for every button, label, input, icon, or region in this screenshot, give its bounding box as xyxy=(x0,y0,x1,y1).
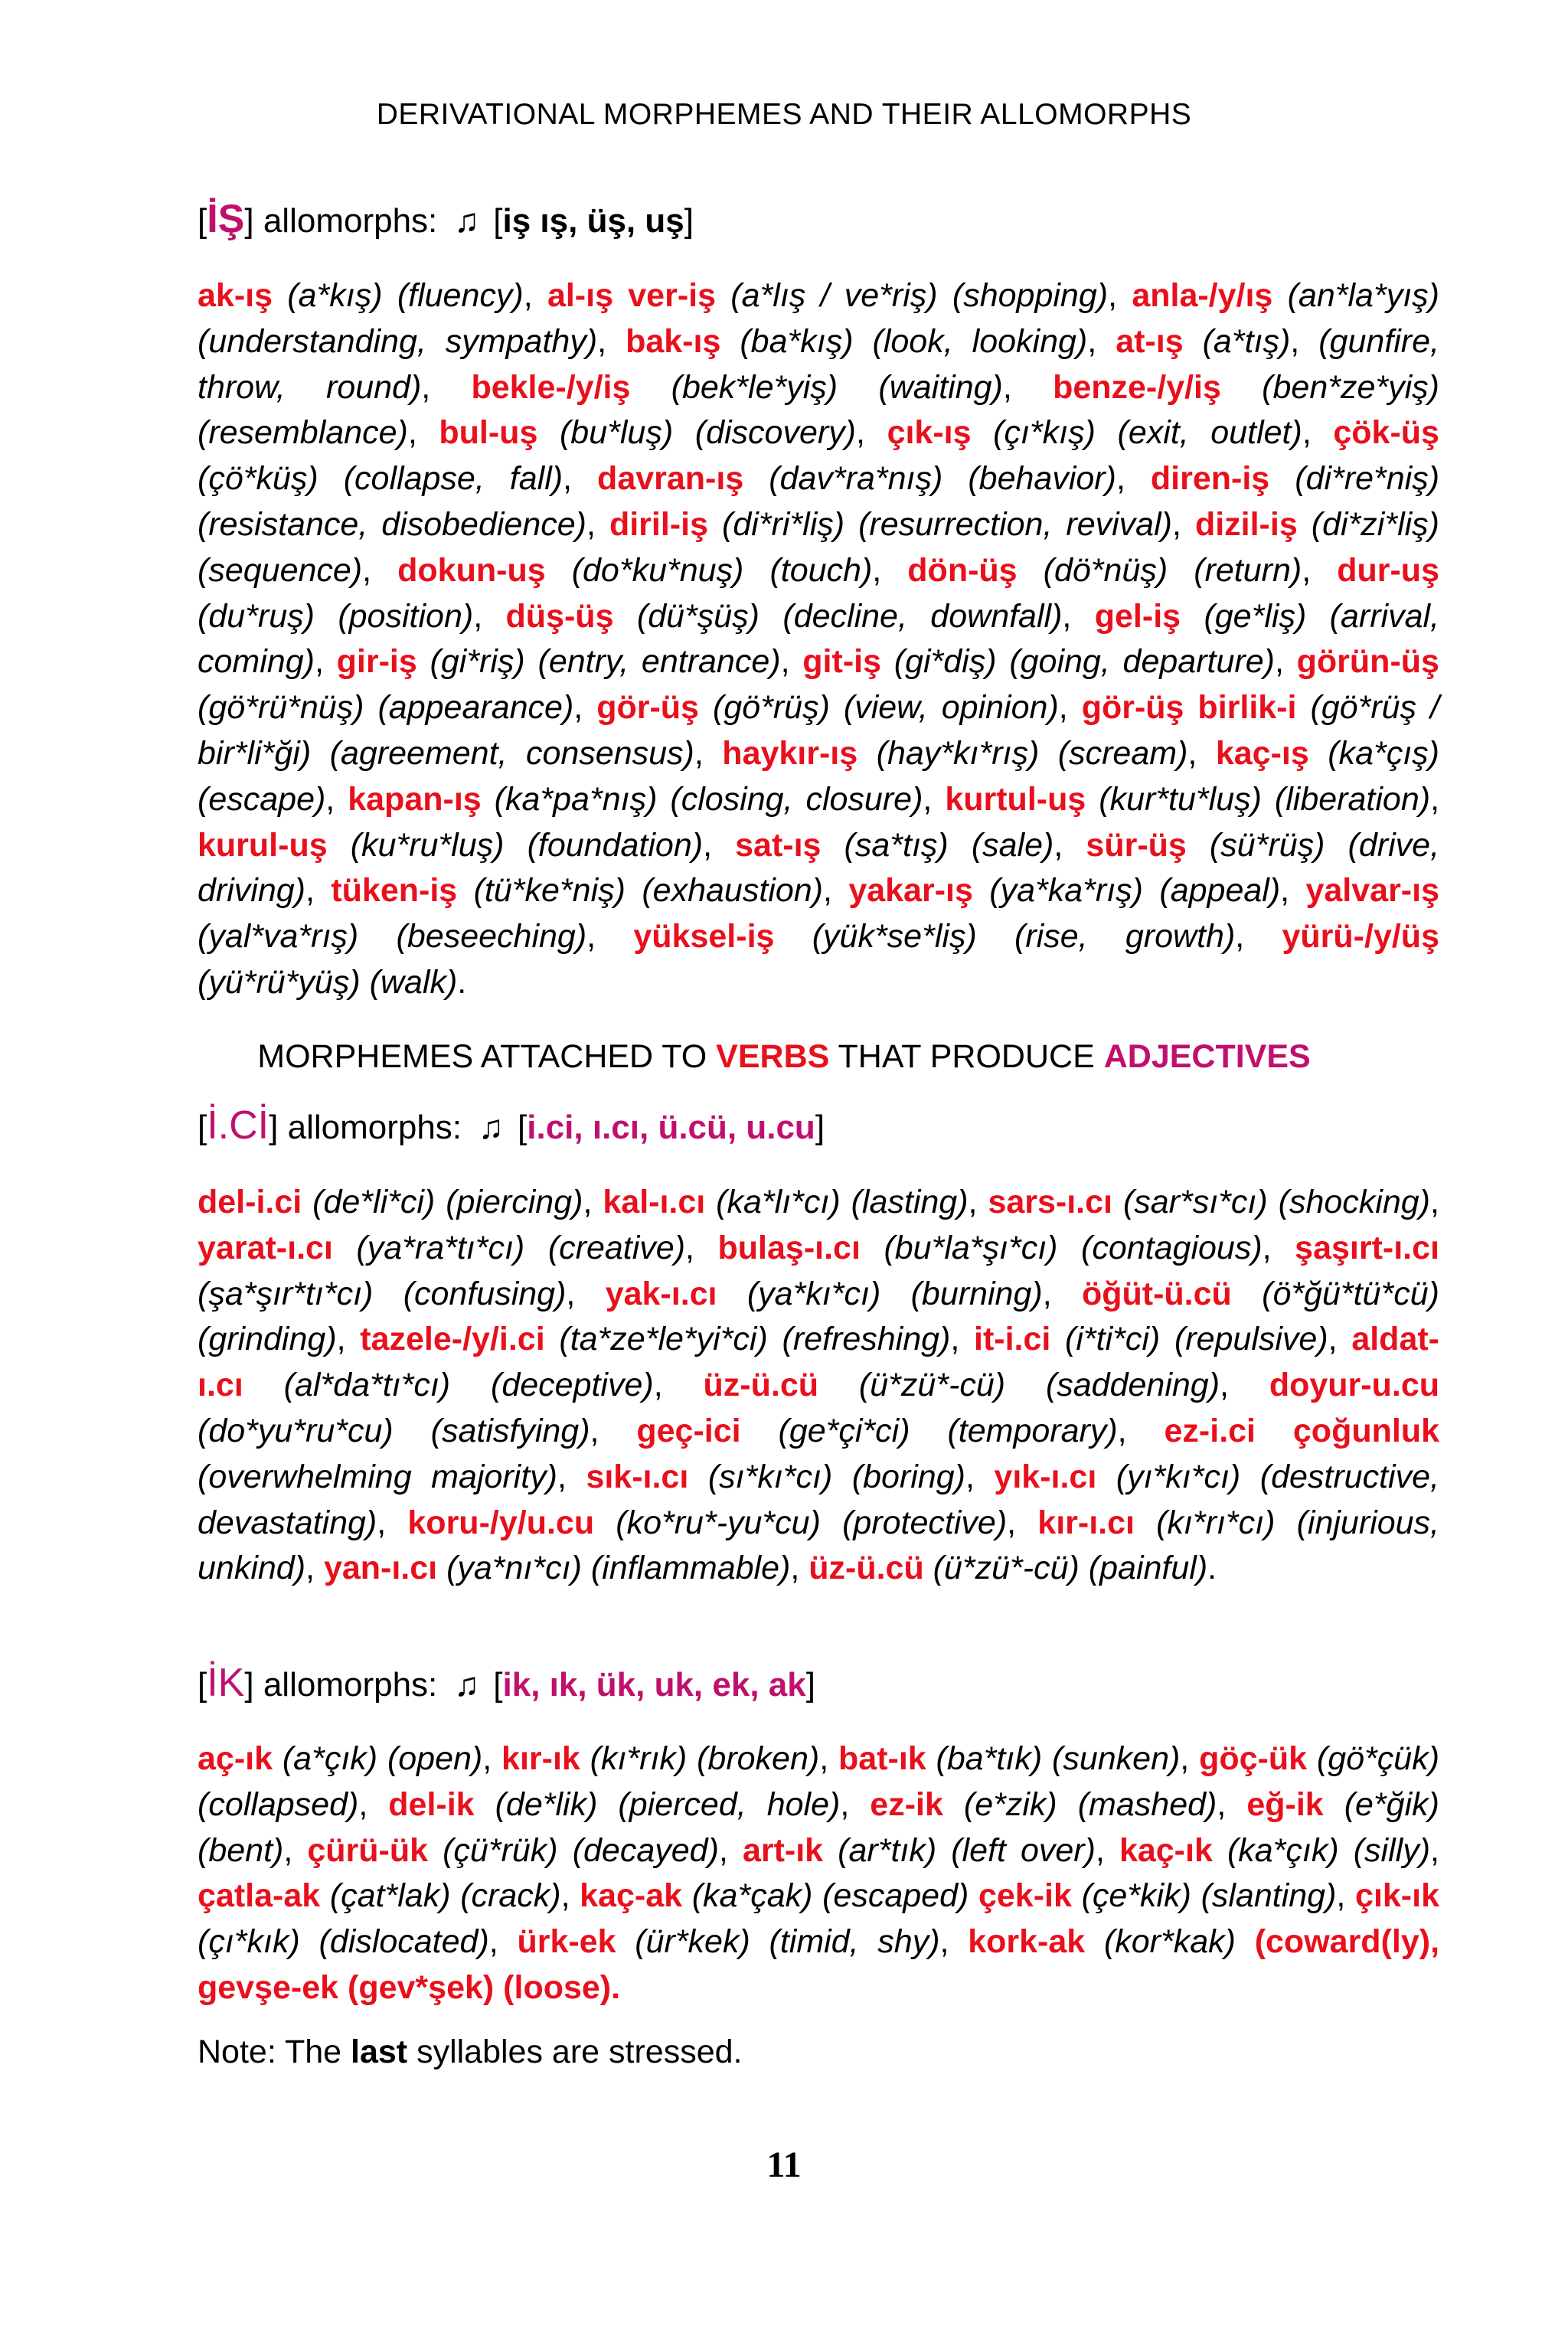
section-is-allomorphs: iş ış, üş, uş xyxy=(502,202,684,240)
subheading-adjectives: ADJECTIVES xyxy=(1103,1038,1311,1075)
music-note-icon: ♫ xyxy=(454,202,480,240)
section-is-label: allomorphs: xyxy=(263,202,438,240)
section-ici-tag: İ.Cİ xyxy=(207,1103,270,1148)
running-head: DERIVATIONAL MORPHEMES AND THEIR ALLOMORPHS xyxy=(376,98,1192,131)
section-ici-rich-text: del-i.ci (de*li*ci) (piercing), kal-ı.cı (ka*lı*cı) (lasting), sars-ı.cı (sar*sı*cı) (shocking), yarat-ı.cı (ya*ra*tı*cı) (creative), bulaş-ı.cı (bu*la*şı*cı) (contagious), şaşırt-ı.cı (şa*şır*tı*cı) (confusing), yak-ı.cı (ya*kı*cı) (burning), öğüt-ü.cü (ö*ğü*tü*cü) (grinding), tazele-/y/i.ci (ta*ze*le*yi*ci) (refreshing), it-i.ci (i*ti*ci) (repulsive), aldat-ı.cı (al*da*tı*cı) (deceptive), üz-ü.cü (ü*zü*-cü) (saddening), doyur-u.cu (do*yu*ru*cu) (satisfying), geç-ici (ge*çi*ci) (temporary), ez-i.ci çoğunluk (overwhelming majority), sık-ı.cı (sı*kı*cı) (boring), yık-ı.cı (yı*kı*cı) (destructive, devastating), koru-/y/u.cu (ko*ru*-yu*cu) (protective), kır-ı.cı (kı*rı*cı) (injurious, unkind), yan-ı.cı (ya*nı*cı) (inflammable), üz-ü.cü (ü*zü*-cü) (painful). xyxy=(198,1184,1440,1587)
section-is-rich-text: ak-ış (a*kış) (fluency), al-ış ver-iş (a*lış / ve*riş) (shopping), anla-/y/ış (an*la*yış) (understanding, sympathy), bak-ış (ba*kış) (look, looking), at-ış (a*tış), (gunfire, throw, round), bekle-/y/iş (bek*le*yiş) (waiting), benze-/y/iş (ben*ze*yiş) (resemblance), bul-uş (bu*luş) (discovery), çık-ış (çı*kış) (exit, outlet), çök-üş (çö*küş) (collapse, fall), davran-ış (dav*ra*nış) (behavior), diren-iş (di*re*niş) (resistance, disobedience), diril-iş (di*ri*liş) (resurrection, revival), dizil-iş (di*zi*liş) (sequence), dokun-uş (do*ku*nuş) (touch), dön-üş (dö*nüş) (return), dur-uş (du*ruş) (position), düş-üş (dü*şüş) (decline, downfall), gel-iş (ge*liş) (arrival, coming), gir-iş (gi*riş) (entry, entrance), git-iş (gi*diş) (going, departure), görün-üş (gö*rü*nüş) (appearance), gör-üş (gö*rüş) (view, opinion), gör-üş birlik-i (gö*rüş / bir*li*ği) (agreement, consensus), haykır-ış (hay*kı*rış) (scream), kaç-ış (ka*çış) (escape), kapan-ış (ka*pa*nış) (closing, closure), kurtul-uş (kur*tu*luş) (liberation), kurul-uş (ku*ru*luş) (foundation), sat-ış (sa*tış) (sale), sür-üş (sü*rüş) (drive, driving), tüken-iş (tü*ke*niş) (exhaustion), yakar-ış (ya*ka*rış) (appeal), yalvar-ış (yal*va*rış) (beseeching), yüksel-iş (yük*se*liş) (rise, growth), yürü-/y/üş (yü*rü*yüş) (walk). xyxy=(198,277,1440,1001)
section-ik-examples xyxy=(198,1736,1439,2011)
section-is-heading: [İŞ] allomorphs: ♫ [iş ış, üş, uş] xyxy=(198,197,694,241)
section-ici-heading: [İ.Cİ] allomorphs: ♫ [i.ci, ı.cı, ü.cü, u.cu] xyxy=(198,1103,825,1148)
section-ici-examples xyxy=(198,1180,1439,1592)
section-ici-allomorphs: i.ci, ı.cı, ü.cü, u.cu xyxy=(527,1109,815,1146)
verbs-to-adjectives-subheading xyxy=(0,1038,1568,1076)
note-bold: last xyxy=(351,2034,408,2070)
section-ik-allomorphs: ik, ık, ük, uk, ek, ak xyxy=(502,1666,806,1704)
section-ik-rich-text: aç-ık (a*çık) (open), kır-ık (kı*rık) (broken), bat-ık (ba*tık) (sunken), göç-ük (gö*çük) (collapsed), del-ik (de*lik) (pierced, hole), ez-ik (e*zik) (mashed), eğ-ik (e*ğik) (bent), çürü-ük (çü*rük) (decayed), art-ık (ar*tık) (left over), kaç-ık (ka*çık) (silly), çatla-ak (çat*lak) (crack), kaç-ak (ka*çak) (escaped) çek-ik (çe*kik) (slanting), çık-ık (çı*kık) (dislocated), ürk-ek (ür*kek) (timid, shy), kork-ak (kor*kak) (coward(ly), gevşe-ek (gev*şek) (loose). xyxy=(198,1740,1440,2006)
section-ik-tag: İK xyxy=(207,1661,245,1705)
section-is-examples xyxy=(198,273,1439,1006)
section-ici-label: allomorphs: xyxy=(287,1109,462,1146)
music-note-icon: ♫ xyxy=(479,1109,505,1146)
stress-note xyxy=(198,2030,1439,2076)
section-ik-label: allomorphs: xyxy=(263,1666,438,1704)
section-is-tag: İŞ xyxy=(207,197,245,241)
subheading-verbs: VERBS xyxy=(716,1038,830,1075)
page-number: 11 xyxy=(766,2145,802,2185)
subheading-prefix: MORPHEMES ATTACHED TO xyxy=(257,1038,707,1075)
music-note-icon: ♫ xyxy=(454,1666,480,1704)
note-suffix: syllables are stressed. xyxy=(416,2034,743,2070)
note-prefix: Note: The xyxy=(198,2034,342,2070)
section-ik-heading: [İK] allomorphs: ♫ [ik, ık, ük, uk, ek, ak] xyxy=(198,1661,815,1705)
subheading-middle: THAT PRODUCE xyxy=(838,1038,1095,1075)
